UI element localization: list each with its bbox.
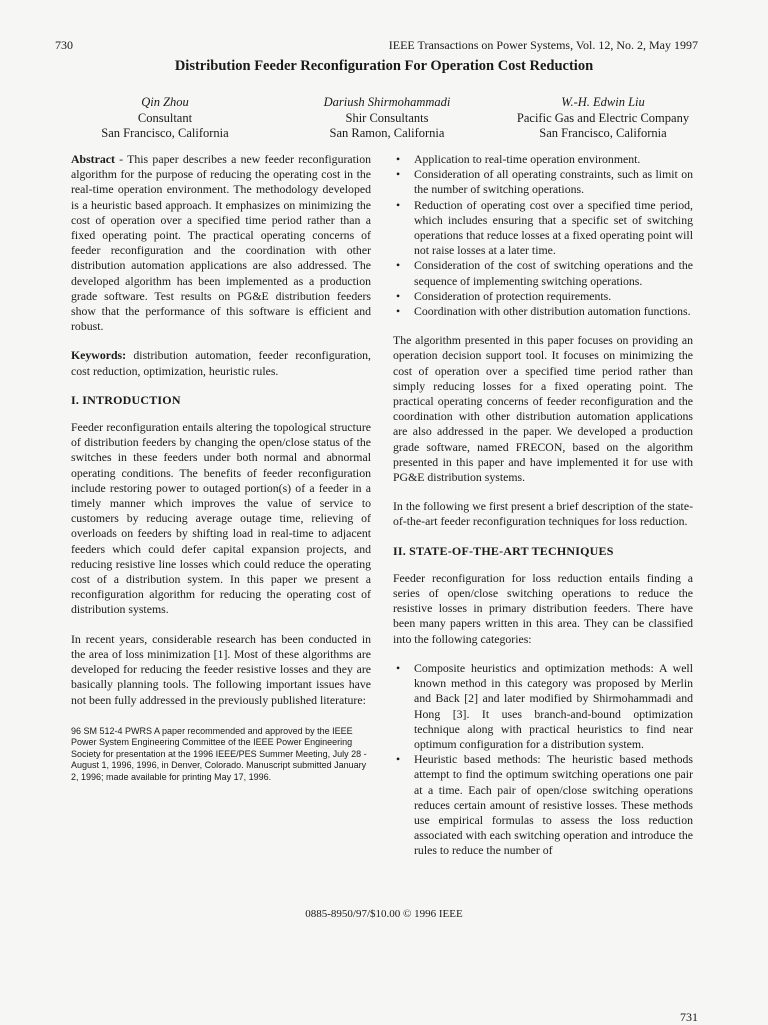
footnote: 96 SM 512-4 PWRS A paper recommended and approved by the IEEE Power System Engineering Committee of the IEEE Power Engineering Society for presentation at the 1996 IEEE/PES Summer Meeting, July 28 - August 1, 1996, 1996, in Denver, Colorado. Manuscript submitted January 2, 1996; made available for printing May 17, 1996.	[71, 725, 367, 782]
author-affiliation: Shir Consultants	[345, 110, 429, 125]
author-location: San Ramon, California	[329, 126, 445, 140]
bullet-icon: •	[396, 752, 401, 767]
body-paragraph: The algorithm presented in this paper focuses on providing an operation decision support tool. It focuses on minimizing the cost of operation over a specified time period rather than simply reducing losses for a fixed operating point. The practical operating concerns of feeder reconfiguration and the coordination with other distribution automation applications are also addressed in the paper. We developed a production grade software, named FRECON, based on the algorithm presented in this paper and have implemented it for use with PG&E distribution systems.	[393, 333, 693, 485]
list-item: • Coordination with other distribution automation functions.	[396, 304, 691, 319]
list-item: • Composite heuristics and optimization methods: A well known method in this category was proposed by Merlin and Back [2] and later modified by Shirmohammadi and Hong [3]. It uses branch-and-bound optimization technique along with practical heuristics to find near optimum configuration for a distribution system.	[396, 660, 693, 751]
copyright-line: 0885-8950/97/$10.00 © 1996 IEEE	[305, 908, 463, 920]
abstract	[71, 152, 371, 334]
author-affiliation: Pacific Gas and Electric Company	[516, 110, 690, 125]
author-affiliation: Consultant	[137, 110, 193, 125]
author-location: San Francisco, California	[539, 126, 667, 140]
body-paragraph: In the following we first present a brief description of the state-of-the-art feeder reconfiguration techniques for loss reduction.	[393, 499, 693, 529]
author-block-2	[277, 95, 497, 142]
abstract-label: Abstract	[71, 152, 115, 166]
page-number: 730	[55, 38, 73, 52]
abstract-text: - This paper describes a new feeder reconfiguration algorithm for the purpose of reducing the operating cost in the real-time operation environment. The methodology developed is a heuristic based approach. It emphasizes on minimizing the cost of operation over a specified time period rather than a fixed operating point. The practical operating concerns of feeder reconfiguration and the coordination with other distribution automation applications are also addressed. The developed algorithm has been implemented as a production grade software. Test results on PG&E distribution feeders show that the performance of this software is efficient and robust.	[71, 152, 371, 334]
intro-paragraph-2: In recent years, considerable research has been conducted in the area of loss minimization [1]. Most of these algorithms are developed for reducing the feeder resistive losses and they are basically planning tools. The following important issues have not been fully addressed in the previously published literature:	[71, 631, 371, 707]
intro-paragraph-1: Feeder reconfiguration entails altering the topological structure of distribution feeders by changing the open/close status of the switches in these feeders under both normal and abnormal operating conditions. The benefits of feeder reconfiguration include restoring power to outaged portion(s) of a feeder in a timely manner which improves the value of service to customers by reducing average outage time, relieving of overloads on feeders by shifting load in real-time to adjacent feeders which could defer capital expansion projects, and reducing resistive line losses which could reduce the operating cost of a distribution system. In this paper we present a reconfiguration algorithm for reducing the operating cost of distribution systems.	[71, 420, 371, 617]
author-name: Dariush Shirmohammadi	[323, 95, 451, 109]
categories-list	[393, 661, 693, 859]
bullet-icon: •	[396, 167, 401, 182]
author-block-3	[493, 95, 713, 142]
paper-title: Distribution Feeder Reconfiguration For Operation Cost Reduction	[174, 58, 594, 74]
list-item: • Heuristic based methods: The heuristic based methods attempt to find the optimum switching operations one pair at a time. Each pair of open/close switching operations reduces certain amount of resistive losses. These methods use empirical formulas to assess the loss reduction associated with each switching operation and introduce the rules to reduce the number of	[396, 752, 693, 858]
bullet-icon: •	[396, 258, 401, 273]
list-item: • Consideration of all operating constraints, such as limit on the number of switching operations.	[396, 167, 693, 197]
left-column	[71, 152, 371, 783]
list-item: • Consideration of protection requirements.	[396, 288, 612, 303]
journal-header: IEEE Transactions on Power Systems, Vol. 12, No. 2, May 1997	[388, 38, 698, 52]
section-heading-state-of-the-art: II. STATE-OF-THE-ART TECHNIQUES	[393, 543, 614, 558]
list-item: • Reduction of operating cost over a specified time period, which includes ensuring that a specific set of switching operations that reduce losses at a fixed operating point will not raise losses at a later time.	[396, 197, 693, 258]
bullet-icon: •	[396, 197, 401, 212]
next-page-number: 731	[680, 1010, 698, 1024]
author-block-1	[55, 95, 275, 142]
author-name: W.-H. Edwin Liu	[561, 95, 645, 109]
bullet-icon: •	[396, 288, 401, 303]
keywords-label: Keywords:	[71, 348, 127, 363]
author-name: Qin Zhou	[141, 95, 189, 109]
bullet-icon: •	[396, 304, 401, 319]
body-paragraph: Feeder reconfiguration for loss reduction entails finding a series of open/close switching operations to reduce the resistive losses in primary distribution feeders. There have been many papers written in this area. They can be classified into the following categories:	[393, 570, 693, 646]
section-heading-introduction: I. INTRODUCTION	[71, 392, 181, 407]
bullet-icon: •	[396, 152, 401, 166]
bullet-icon: •	[396, 660, 401, 675]
list-item: • Application to real-time operation environment.	[396, 152, 641, 166]
keywords	[71, 348, 371, 378]
right-column	[393, 152, 693, 873]
keywords-text: distribution automation, feeder reconfiguration, cost reduction, optimization, heuristic rules.	[71, 348, 371, 378]
issues-list	[393, 152, 693, 319]
author-location: San Francisco, California	[101, 126, 229, 140]
list-item: • Consideration of the cost of switching operations and the sequence of implementing switching operations.	[396, 258, 693, 288]
